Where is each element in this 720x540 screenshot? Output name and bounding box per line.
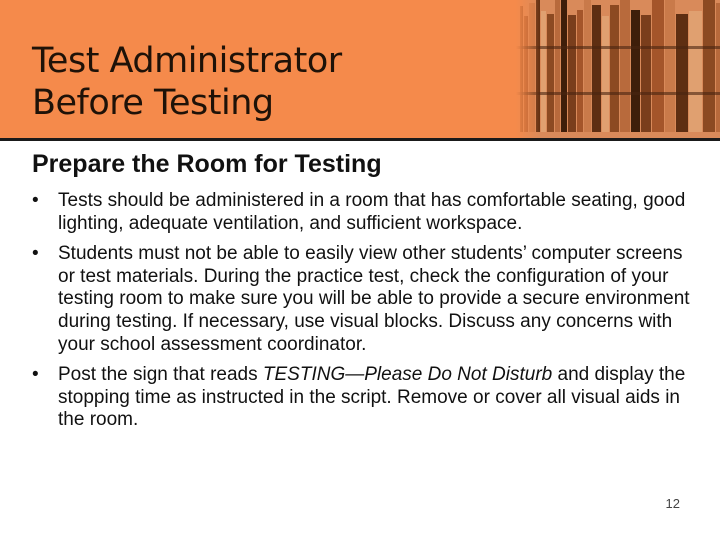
header-divider xyxy=(0,138,720,141)
slide-title-line-1: Test Administrator xyxy=(32,41,342,81)
bullet-item xyxy=(32,243,702,356)
sign-text-emphasis: TESTING—Please Do Not Disturb xyxy=(262,364,553,386)
bullet-dot: • xyxy=(32,190,39,211)
section-heading: Prepare the Room for Testing xyxy=(32,150,382,178)
slide-title xyxy=(32,40,342,124)
bullet-text: Students must not be able to easily view other students’ computer screens or test materials. During the practice test, check the configuration of your testing room to make sure you will be able to provide a secure environment during testing. If necessary, use visual blocks. Discuss any concerns with your school assessment coordinator. xyxy=(58,243,690,355)
bullet-text: Post the sign that reads xyxy=(58,364,263,386)
page-number: 12 xyxy=(665,496,680,511)
bullet-text: Tests should be administered in a room that has comfortable seating, good lighting, adequate ventilation, and sufficient workspace. xyxy=(58,190,686,234)
bullet-item xyxy=(32,364,702,432)
slide-title-line-2: Before Testing xyxy=(32,83,274,123)
bullet-list xyxy=(32,190,702,440)
library-bookshelves-photo xyxy=(516,0,720,138)
bullet-dot: • xyxy=(32,243,39,265)
bullet-text-continued: and display the stopping time as instructed in the script. Remove or cover all visual aids in the room. xyxy=(58,364,686,431)
bullet-dot: • xyxy=(32,364,39,386)
bullet-item xyxy=(32,190,702,235)
